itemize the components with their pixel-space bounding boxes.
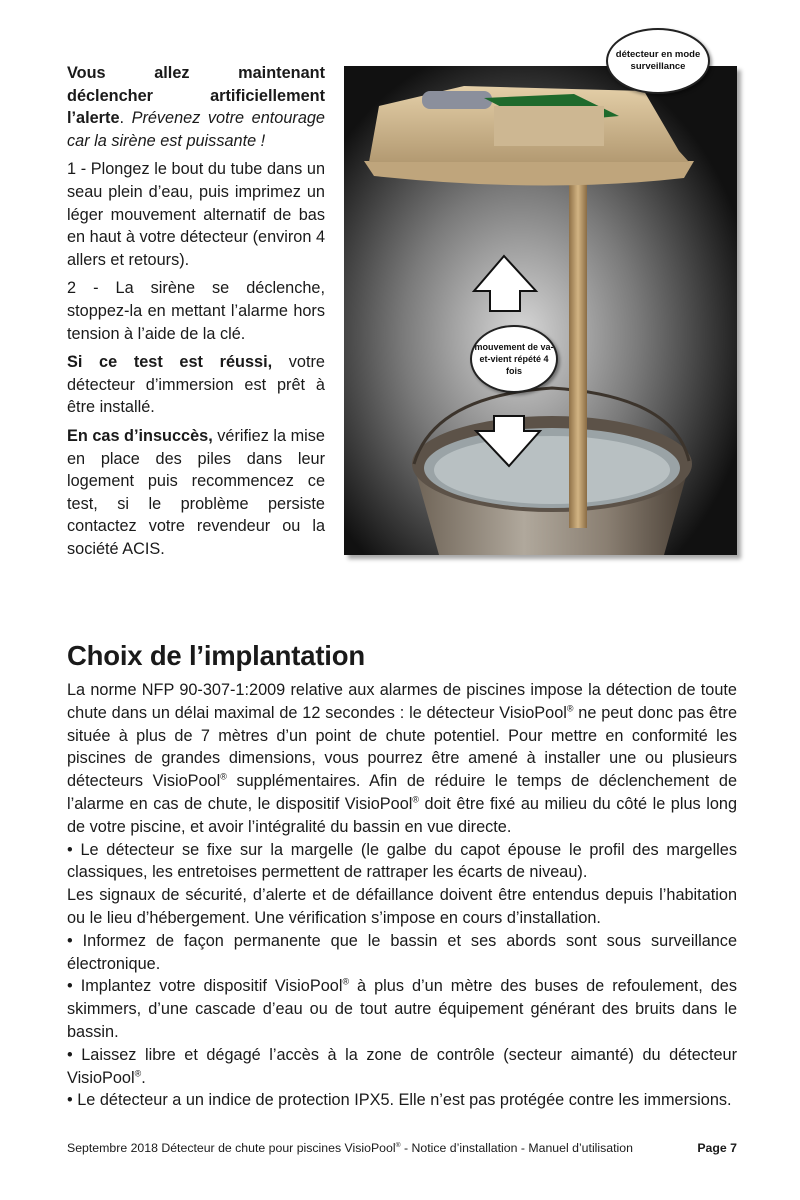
placement-text-b: à plus d’un mètre des buses de refoulement, des skimmers, d’une cascade d’eau ou de tout autre équipement générant des bruits dans le bassin. (67, 977, 737, 1041)
access-paragraph (67, 1044, 737, 1090)
registered-mark: ® (134, 1068, 142, 1079)
inform-paragraph: • Informez de façon permanente que le bassin et ses abords sont sous surveillance électronique. (67, 931, 737, 973)
step-1-paragraph: 1 - Plongez le bout du tube dans un seau plein d’eau, puis imprimez un léger mouvement alternatif de bas en haut à votre détecteur (environ 4 allers et retours). (67, 160, 325, 269)
success-bold: Si ce test est réussi, (67, 353, 273, 372)
failure-bold: En cas d’insuccès, (67, 426, 213, 445)
norm-text-d: doit être fixé au milieu du côté le plus long de votre piscine, et avoir l’intégralité du bassin en vue directe. (67, 794, 738, 836)
registered-mark: ® (342, 976, 350, 987)
placement-text-a: • Implantez votre dispositif VisioPool (67, 977, 343, 996)
protection-paragraph: • Le détecteur a un indice de protection IPX5. Elle n’est pas protégée contre les immersions. (67, 1091, 732, 1110)
access-text-a: • Laissez libre et dégagé l’accès à la zone de contrôle (secteur aimanté) du détecteur VisioPool (67, 1045, 737, 1087)
signals-paragraph: Les signaux de sécurité, d’alerte et de défaillance doivent être entendus depuis l’habitation ou le lieu d’hébergement. Une vérification s’impose en cours d’installation. (67, 886, 737, 927)
section-body (67, 679, 737, 1112)
footer-text (67, 1141, 633, 1155)
norm-text-c: supplémentaires. Afin de réduire le temps de déclenchement de l’alarme en cas de chute, le dispositif VisioPool (67, 772, 737, 813)
page-number: Page 7 (697, 1141, 737, 1155)
norm-text-b: ne peut donc pas être située à plus de 7 mètres d’un point de chute potentiel. Pour mettre en conformité les piscines de grandes dimensions, vous pourrez être amené à installer une ou plusieurs détecteurs VisioPool (67, 703, 737, 791)
success-text: votre détecteur d’immersion est prêt à être installé. (67, 353, 325, 417)
movement-bubble: mouvement de va-et-vient répété 4 fois (470, 325, 558, 393)
registered-mark: ® (220, 771, 227, 782)
illustration-svg (344, 66, 737, 555)
registered-mark: ® (412, 794, 419, 805)
detector-test-illustration (344, 66, 737, 555)
fixing-paragraph: • Le détecteur se fixe sur la margelle (le galbe du capot épouse le profil des margelles classiques, les entretoises permettent de rattraper les écarts de niveau). (67, 840, 737, 882)
surveillance-mode-bubble: détecteur en mode surveillance (606, 28, 710, 94)
intro-paragraph (67, 62, 325, 152)
left-column (67, 62, 325, 566)
norm-paragraph (67, 679, 737, 839)
intro-dot: . (119, 109, 132, 128)
registered-mark: ® (395, 1141, 401, 1149)
failure-paragraph (67, 425, 325, 561)
intro-bold: Vous allez maintenant déclencher artificiellement l’alerte (67, 64, 325, 128)
section-title: Choix de l’implantation (67, 640, 365, 671)
registered-mark: ® (566, 703, 574, 714)
norm-text-a: La norme NFP 90-307-1:2009 relative aux alarmes de piscines impose la détection de toute chute dans un délai maximal de 12 secondes : le détecteur VisioPool (67, 681, 737, 722)
footer-text-a: Septembre 2018 Détecteur de chute pour piscines VisioPool (67, 1141, 396, 1155)
success-paragraph (67, 351, 325, 419)
step-2-paragraph: 2 - La sirène se déclenche, stoppez-la en mettant l’alarme hors tension à l’aide de la clé. (67, 279, 325, 343)
failure-text: vérifiez la mise en place des piles dans leur logement puis recommencez ce test, si le problème persiste contactez votre revendeur ou la société ACIS. (67, 426, 325, 558)
access-text-b: . (141, 1068, 146, 1087)
footer-text-b: - Notice d’installation - Manuel d’utilisation (400, 1141, 633, 1155)
page-footer (67, 1141, 737, 1155)
intro-italic: Prévenez votre entourage car la sirène est puissante ! (67, 109, 325, 150)
placement-paragraph (67, 975, 737, 1043)
